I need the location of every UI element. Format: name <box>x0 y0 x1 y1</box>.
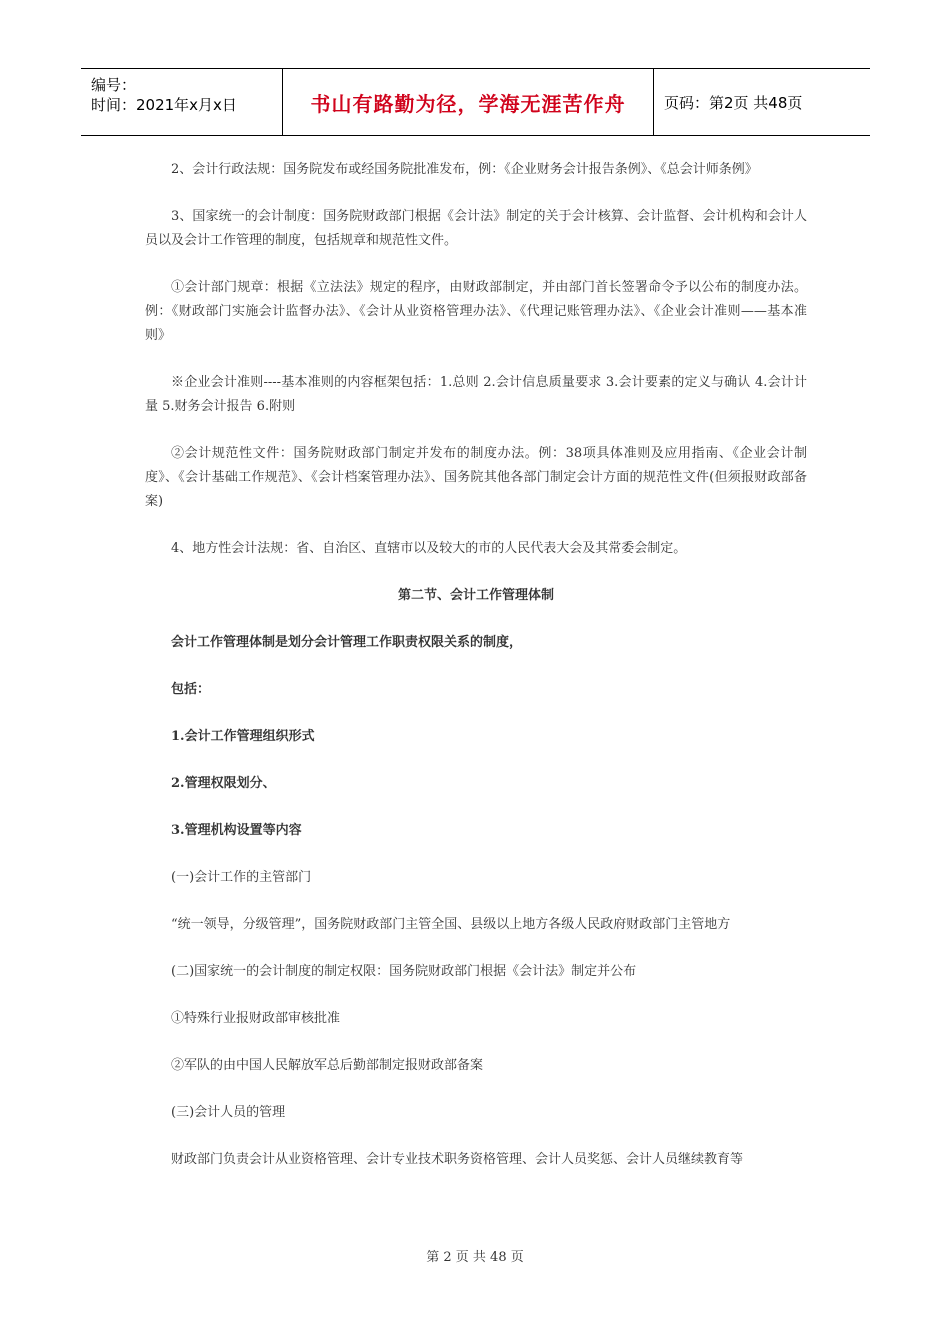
section-heading: 第二节、会计工作管理体制 <box>397 588 554 603</box>
document-body <box>145 158 807 1195</box>
paragraph-bold: 包括： <box>171 682 211 697</box>
header-meta <box>81 69 282 135</box>
paragraph: (二)国家统一的会计制度的制定权限：国务院财政部门根据《会计法》制定并公布 <box>171 964 637 979</box>
code-label: 编号： <box>91 76 137 94</box>
list-item: 1.会计工作管理组织形式 <box>171 729 315 744</box>
paragraph: 3、国家统一的会计制度：国务院财政部门根据《会计法》制定的关于会计核算、会计监督、会计机构和会计人员以及会计工作管理的制度，包括规章和规范性文件。 <box>145 209 807 248</box>
paragraph: 4、地方性会计法规：省、自治区、直辖市以及较大的市的人民代表大会及其常委会制定。 <box>171 541 687 556</box>
document-header <box>81 68 870 136</box>
page-footer: 第 2 页 共 48 页 <box>426 1250 524 1265</box>
paragraph: ①特殊行业报财政部审核批准 <box>171 1011 341 1026</box>
paragraph: ①会计部门规章：根据《立法法》规定的程序，由财政部制定，并由部门首长签署命令予以公布的制度办法。例：《财政部门实施会计监督办法》、《会计从业资格管理办法》、《代理记账管理办法》、《企业会计准则——基本准则》 <box>145 280 807 343</box>
list-item: 3.管理机构设置等内容 <box>171 823 302 838</box>
time-label: 时间：2021年x月x日 <box>91 96 237 114</box>
paragraph: ②军队的由中国人民解放军总后勤部制定报财政部备案 <box>171 1058 484 1073</box>
header-page-label: 页码：第2页 共48页 <box>664 93 803 112</box>
header-motto: 书山有路勤为径，学海无涯苦作舟 <box>282 69 654 135</box>
paragraph: 财政部门负责会计从业资格管理、会计专业技术职务资格管理、会计人员奖惩、会计人员继续教育等 <box>171 1152 744 1167</box>
paragraph: “统一领导，分级管理”，国务院财政部门主管全国、县级以上地方各级人民政府财政部门主管地方 <box>171 917 731 932</box>
paragraph: ※企业会计准则----基本准则的内容框架包括：1.总则 2.会计信息质量要求 3.会计要素的定义与确认 4.会计计量 5.财务会计报告 6.附则 <box>145 375 807 414</box>
paragraph: (三)会计人员的管理 <box>171 1105 286 1120</box>
paragraph: (一)会计工作的主管部门 <box>171 870 312 885</box>
list-item: 2.管理权限划分、 <box>171 776 276 791</box>
paragraph-bold: 会计工作管理体制是划分会计管理工作职责权限关系的制度， <box>171 635 523 650</box>
paragraph: 2、会计行政法规：国务院发布或经国务院批准发布，例：《企业财务会计报告条例》、《总会计师条例》 <box>171 162 758 177</box>
paragraph: ②会计规范性文件：国务院财政部门制定并发布的制度办法。例：38项具体准则及应用指南、《企业会计制度》、《会计基础工作规范》、《会计档案管理办法》、国务院其他各部门制定会计方面的规范性文件(但须报财政部备案) <box>145 446 807 509</box>
